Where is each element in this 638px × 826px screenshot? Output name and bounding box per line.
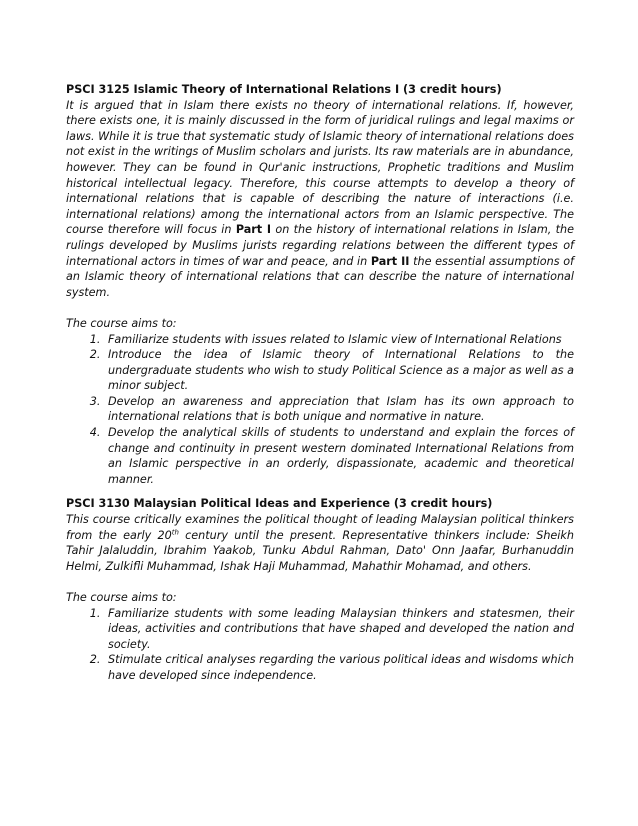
aims-intro: The course aims to: xyxy=(66,316,177,330)
course-section-psci-3130 xyxy=(66,496,574,683)
course-description xyxy=(66,512,574,574)
aim-item: 2. Introduce the idea of Islamic theory of International Relations to the undergraduate students who wish to study Political Science as a major as well as a minor subject. xyxy=(104,347,574,394)
aim-item: 1. Familiarize students with some leading Malaysian thinkers and statesmen, their ideas, activities and contributions that have shaped and developed the nation and society. xyxy=(104,606,574,653)
document-page xyxy=(66,82,574,684)
aims-list xyxy=(66,332,574,488)
ordinal-suffix: th xyxy=(171,527,179,536)
course-title: PSCI 3125 Islamic Theory of International Relations I (3 credit hours) xyxy=(66,83,502,96)
aims-list xyxy=(66,606,574,684)
aim-item: 4. Develop the analytical skills of students to understand and explain the forces of change and continuity in present western dominated International Relations from an Islamic perspective in an orderly, dispassionate, academic and theoretical manner. xyxy=(104,425,574,487)
aim-item: 1. Familiarize students with issues related to Islamic view of International Relations xyxy=(104,332,574,348)
aim-item: 2. Stimulate critical analyses regarding the various political ideas and wisdoms which have developed since independence. xyxy=(104,652,574,683)
description-text: century until the present. Representative thinkers include: Sheikh Tahir Jalaluddin, Ibrahim Yaakob, Tunku Abdul Rahman, Dato' Onn Jaafar, Burhanuddin Helmi, Zulkifli Muhammad, Ishak Haji Muhammad, Mahathir Mohamad, and others. xyxy=(66,528,574,573)
course-title: PSCI 3130 Malaysian Political Ideas and Experience (3 credit hours) xyxy=(66,497,493,511)
aim-item: 3. Develop an awareness and appreciation that Islam has its own approach to international relations that is both unique and normative in nature. xyxy=(104,394,574,425)
course-section-psci-3125 xyxy=(66,82,574,487)
part-two-label: Part II xyxy=(370,254,410,268)
description-text: This course critically examines the political thought of leading Malaysian political thinkers from the early 20 xyxy=(66,513,574,542)
description-text: on the history of international relations in Islam, the rulings developed by Muslims jurists regarding relations between the different types of international actors in times of war and peace, and in xyxy=(66,223,574,268)
course-description xyxy=(66,98,574,301)
description-text: It is argued that in Islam there exists no theory of international relations. If, however, there exists one, it is mainly discussed in the form of juridical rulings and legal maxims or laws. While it is true that systematic study of Islamic theory of international relations does not exist in the writings of Muslim scholars and jurists. Its raw materials are in abundance, however. They can be found in Qur'anic instructions, Prophetic traditions and Muslim historical intellectual legacy. Therefore, this course attempts to develop a theory of international relations that is capable of describing the nature of interactions (i.e. international relations) among the international actors from an Islamic perspective. The course therefore will focus in xyxy=(66,98,574,237)
description-text: the essential assumptions of an Islamic theory of international relations that can describe the nature of international system. xyxy=(66,254,574,299)
aims-intro: The course aims to: xyxy=(66,591,177,604)
part-one-label: Part I xyxy=(235,223,271,237)
